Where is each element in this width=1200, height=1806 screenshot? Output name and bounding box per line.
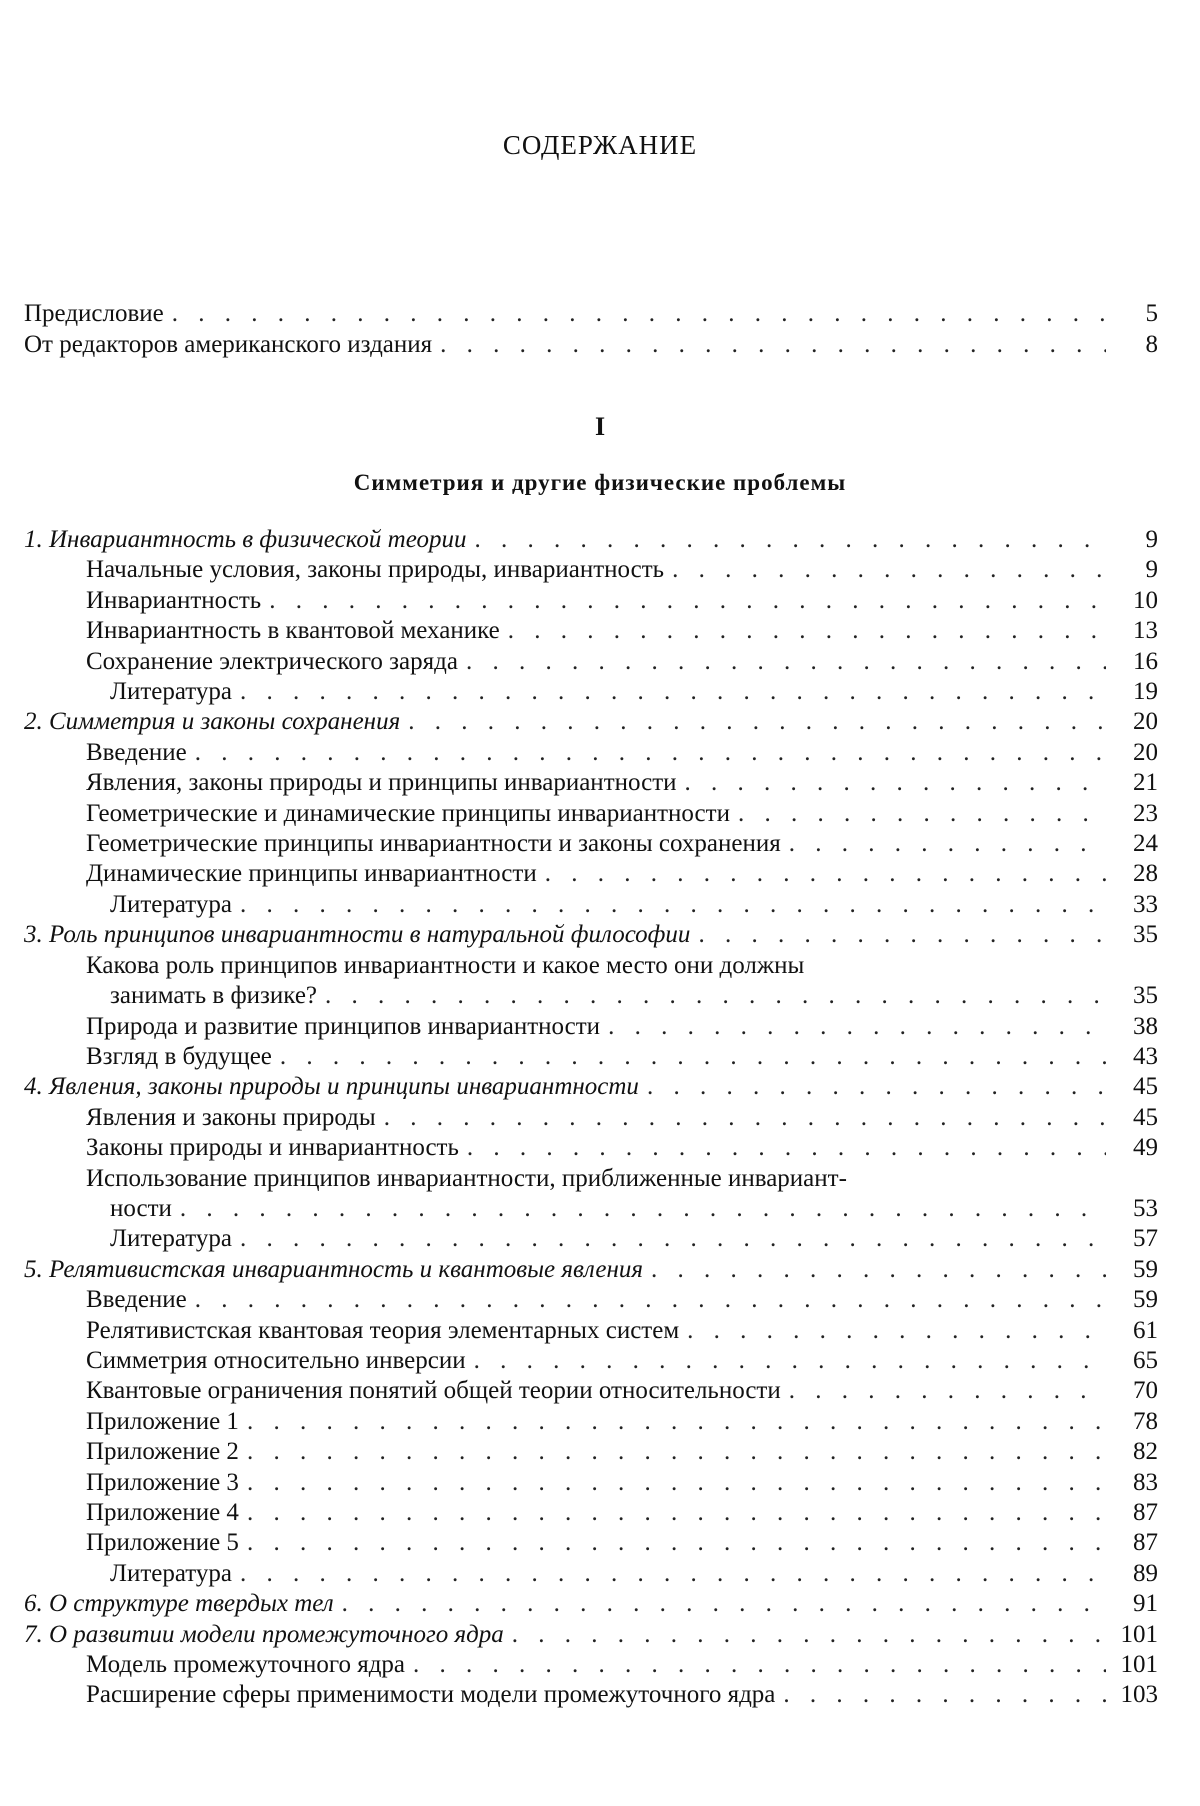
dot-leader	[789, 829, 1106, 859]
entry-page: 82	[1112, 1437, 1158, 1467]
toc-chapter[interactable]	[24, 920, 1158, 950]
dot-leader	[789, 1376, 1106, 1406]
toc-appendix[interactable]	[24, 1437, 1158, 1467]
dot-leader	[738, 799, 1106, 829]
dot-leader	[325, 981, 1106, 1011]
toc-section[interactable]	[24, 768, 1158, 798]
toc-section[interactable]	[24, 616, 1158, 646]
toc-section[interactable]	[24, 829, 1158, 859]
toc-appendix[interactable]	[24, 1498, 1158, 1528]
contents-page	[0, 0, 1200, 1806]
entry-page: 87	[1112, 1528, 1158, 1558]
entry-title: Геометрические принципы инвариантности и законы сохранения	[86, 829, 781, 859]
dot-leader	[247, 1407, 1106, 1437]
entry-title: Расширение сферы применимости модели промежуточного ядра	[86, 1680, 775, 1710]
entry-title: Начальные условия, законы природы, инвариантность	[86, 555, 664, 585]
toc-section[interactable]	[24, 1194, 1158, 1224]
toc-section[interactable]	[24, 555, 1158, 585]
entry-title: Динамические принципы инвариантности	[86, 859, 537, 889]
entry-page: 91	[1112, 1589, 1158, 1619]
toc-section[interactable]	[24, 859, 1158, 889]
dot-leader	[651, 1255, 1106, 1285]
entry-title: Сохранение электрического заряда	[86, 647, 458, 677]
entry-page: 35	[1112, 920, 1158, 950]
entry-page: 45	[1112, 1072, 1158, 1102]
entry-page: 20	[1112, 738, 1158, 768]
toc-list	[24, 525, 1158, 1711]
dot-leader	[240, 890, 1106, 920]
toc-chapter[interactable]	[24, 707, 1158, 737]
entry-page: 101	[1112, 1650, 1158, 1680]
entry-title: Геометрические и динамические принципы инвариантности	[86, 799, 730, 829]
toc-section[interactable]	[24, 1012, 1158, 1042]
dot-leader	[608, 1012, 1106, 1042]
entry-page: 101	[1112, 1620, 1158, 1650]
entry-page: 10	[1112, 586, 1158, 616]
part-number: I	[0, 412, 1200, 442]
dot-leader	[413, 1650, 1106, 1680]
entry-page: 89	[1112, 1559, 1158, 1589]
entry-page: 28	[1112, 859, 1158, 889]
toc-section[interactable]	[24, 1133, 1158, 1163]
toc-chapter[interactable]	[24, 1620, 1158, 1650]
dot-leader	[474, 1346, 1106, 1376]
entry-title: Введение	[86, 1285, 187, 1315]
entry-title: 2. Симметрия и законы сохранения	[24, 707, 400, 737]
entry-title: 7. О развитии модели промежуточного ядра	[24, 1620, 504, 1650]
entry-page: 61	[1112, 1316, 1158, 1346]
entry-page: 83	[1112, 1468, 1158, 1498]
toc-chapter[interactable]	[24, 525, 1158, 555]
dot-leader	[474, 525, 1106, 555]
entry-title: Явления, законы природы и принципы инвариантности	[86, 768, 677, 798]
entry-title: Литература	[110, 677, 232, 707]
entry-page: 65	[1112, 1346, 1158, 1376]
toc-section[interactable]	[24, 1103, 1158, 1133]
toc-literature[interactable]	[24, 1559, 1158, 1589]
toc-appendix[interactable]	[24, 1407, 1158, 1437]
entry-title: Приложение 4	[86, 1498, 239, 1528]
entry-title: Литература	[110, 1559, 232, 1589]
dot-leader	[195, 1285, 1106, 1315]
toc-chapter[interactable]	[24, 1072, 1158, 1102]
entry-title: 1. Инвариантность в физической теории	[24, 525, 466, 555]
dot-leader	[384, 1103, 1106, 1133]
entry-page: 59	[1112, 1255, 1158, 1285]
entry-page: 5	[1112, 298, 1158, 329]
entry-title: Введение	[86, 738, 187, 768]
toc-chapter[interactable]	[24, 1589, 1158, 1619]
toc-literature[interactable]	[24, 1224, 1158, 1254]
dot-leader	[508, 616, 1106, 646]
toc-appendix[interactable]	[24, 1528, 1158, 1558]
page-title: СОДЕРЖАНИЕ	[0, 130, 1200, 161]
entry-title: Приложение 2	[86, 1437, 239, 1467]
toc-section[interactable]	[24, 738, 1158, 768]
entry-title: От редакторов американского издания	[24, 329, 432, 360]
entry-title: 4. Явления, законы природы и принципы инвариантности	[24, 1072, 639, 1102]
entry-page: 21	[1112, 768, 1158, 798]
entry-page: 8	[1112, 329, 1158, 360]
entry-title: Взгляд в будущее	[86, 1042, 272, 1072]
toc-section[interactable]	[24, 647, 1158, 677]
entry-title: Предисловие	[24, 298, 164, 329]
dot-leader	[247, 1437, 1106, 1467]
toc-section[interactable]	[24, 799, 1158, 829]
toc-entry-editors-note[interactable]	[24, 329, 1158, 360]
entry-page: 103	[1112, 1680, 1158, 1710]
entry-page: 59	[1112, 1285, 1158, 1315]
toc-section[interactable]	[24, 1346, 1158, 1376]
dot-leader	[180, 1194, 1106, 1224]
entry-title: 6. О структуре твердых тел	[24, 1589, 334, 1619]
dot-leader	[247, 1468, 1106, 1498]
dot-leader	[545, 859, 1106, 889]
entry-title: Литература	[110, 890, 232, 920]
entry-title: Релятивистская квантовая теория элементарных систем	[86, 1316, 679, 1346]
entry-page: 78	[1112, 1407, 1158, 1437]
entry-page: 57	[1112, 1224, 1158, 1254]
entry-title: Симметрия относительно инверсии	[86, 1346, 466, 1376]
dot-leader	[687, 1316, 1106, 1346]
entry-page: 23	[1112, 799, 1158, 829]
entry-title: Приложение 1	[86, 1407, 239, 1437]
toc-section[interactable]	[24, 1316, 1158, 1346]
entry-title: занимать в физике?	[110, 981, 317, 1011]
entry-title: Литература	[110, 1224, 232, 1254]
entry-title: Природа и развитие принципов инвариантности	[86, 1012, 600, 1042]
entry-title: Квантовые ограничения понятий общей теории относительности	[86, 1376, 781, 1406]
entry-page: 45	[1112, 1103, 1158, 1133]
dot-leader	[783, 1680, 1106, 1710]
entry-page: 20	[1112, 707, 1158, 737]
entry-title: Модель промежуточного ядра	[86, 1650, 405, 1680]
entry-page: 13	[1112, 616, 1158, 646]
toc-literature[interactable]	[24, 890, 1158, 920]
entry-page: 9	[1112, 555, 1158, 585]
dot-leader	[467, 1133, 1106, 1163]
dot-leader	[408, 707, 1106, 737]
dot-leader	[512, 1620, 1106, 1650]
entry-page: 70	[1112, 1376, 1158, 1406]
dot-leader	[240, 677, 1106, 707]
entry-page: 16	[1112, 647, 1158, 677]
entry-page: 9	[1112, 525, 1158, 555]
entry-title: Приложение 3	[86, 1468, 239, 1498]
dot-leader	[342, 1589, 1106, 1619]
toc-section[interactable]	[24, 981, 1158, 1011]
dot-leader	[280, 1042, 1106, 1072]
toc-entry-preface[interactable]	[24, 298, 1158, 329]
dot-leader	[647, 1072, 1106, 1102]
toc-chapter[interactable]	[24, 1255, 1158, 1285]
toc-section[interactable]	[24, 1650, 1158, 1680]
dot-leader	[240, 1224, 1106, 1254]
toc-literature[interactable]	[24, 677, 1158, 707]
entry-page: 49	[1112, 1133, 1158, 1163]
entry-title: Приложение 5	[86, 1528, 239, 1558]
entry-page: 33	[1112, 890, 1158, 920]
entry-title: 3. Роль принципов инвариантности в натуральной философии	[24, 920, 690, 950]
dot-leader	[440, 329, 1106, 360]
entry-title: Инвариантность	[86, 586, 261, 616]
part-title: Симметрия и другие физические проблемы	[0, 470, 1200, 496]
entry-page: 24	[1112, 829, 1158, 859]
toc-section-line1: Использование принципов инвариантности, приближенные инвариант-	[24, 1164, 1158, 1194]
dot-leader	[240, 1559, 1106, 1589]
entry-page: 38	[1112, 1012, 1158, 1042]
entry-title: Законы природы и инвариантность	[86, 1133, 459, 1163]
dot-leader	[466, 647, 1106, 677]
entry-page: 87	[1112, 1498, 1158, 1528]
dot-leader	[195, 738, 1106, 768]
entry-title: Явления и законы природы	[86, 1103, 376, 1133]
toc-appendix[interactable]	[24, 1468, 1158, 1498]
toc-section-line1: Какова роль принципов инвариантности и какое место они должны	[24, 951, 1158, 981]
dot-leader	[685, 768, 1106, 798]
toc-section[interactable]	[24, 1042, 1158, 1072]
dot-leader	[672, 555, 1106, 585]
entry-page: 43	[1112, 1042, 1158, 1072]
entry-title: 5. Релятивистская инвариантность и квантовые явления	[24, 1255, 643, 1285]
dot-leader	[247, 1528, 1106, 1558]
toc-section[interactable]	[24, 586, 1158, 616]
dot-leader	[698, 920, 1106, 950]
dot-leader	[247, 1498, 1106, 1528]
dot-leader	[269, 586, 1106, 616]
dot-leader	[172, 298, 1106, 329]
toc-section[interactable]	[24, 1285, 1158, 1315]
toc-section[interactable]	[24, 1680, 1158, 1710]
entry-page: 19	[1112, 677, 1158, 707]
entry-page: 53	[1112, 1194, 1158, 1224]
entry-page: 35	[1112, 981, 1158, 1011]
toc-section[interactable]	[24, 1376, 1158, 1406]
front-matter-list	[24, 298, 1158, 360]
entry-title: Инвариантность в квантовой механике	[86, 616, 500, 646]
entry-title: ности	[110, 1194, 172, 1224]
